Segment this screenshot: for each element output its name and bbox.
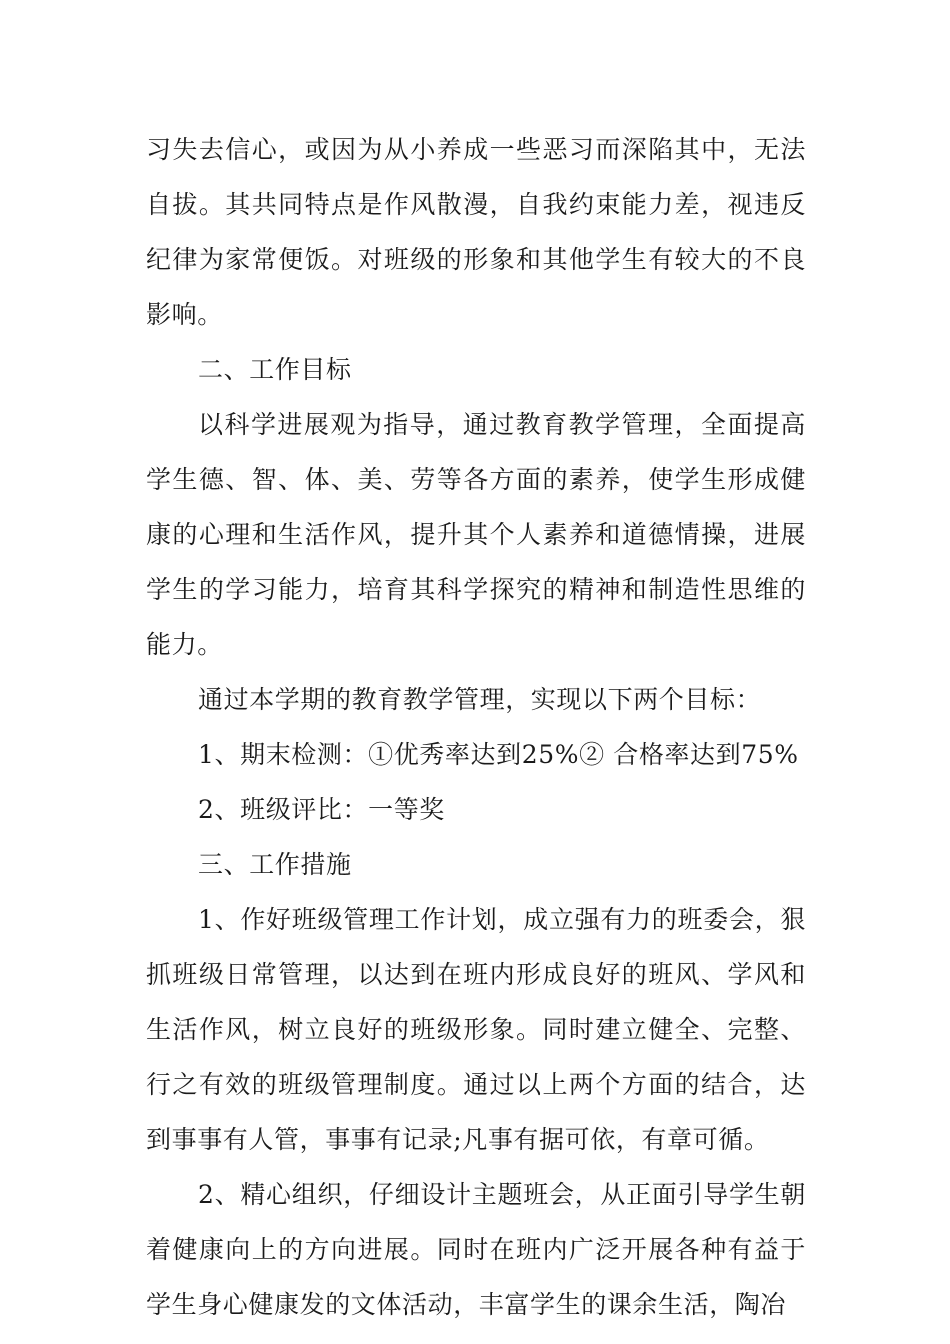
measure-item-2: 2、精心组织，仔细设计主题班会，从正面引导学生朝着健康向上的方向进展。同时在班内广泛开展各种有益于学生身心健康发的文体活动，丰富学生的课余生活，陶冶: [146, 1180, 806, 1319]
document-body: [146, 122, 806, 1332]
target-item-2: 2、班级评比：一等奖: [198, 795, 445, 824]
target-item-1: 1、期末检测：①优秀率达到25%② 合格率达到75%: [198, 740, 799, 769]
measure-item-1: 1、作好班级管理工作计划，成立强有力的班委会，狠抓班级日常管理，以达到在班内形成良好的班风、学风和生活作风，树立良好的班级形象。同时建立健全、完整、行之有效的班级管理制度。通过以上两个方面的结合，达到事事有人管，事事有记录;凡事有据可依，有章可循。: [146, 905, 806, 1154]
paragraph-goals: 以科学进展观为指导，通过教育教学管理，全面提高学生德、智、体、美、劳等各方面的素养，使学生形成健康的心理和生活作风，提升其个人素养和道德情操，进展学生的学习能力，培育其科学探究的精神和制造性思维的能力。: [146, 410, 806, 659]
paragraph-targets-intro: 通过本学期的教育教学管理，实现以下两个目标：: [198, 685, 762, 714]
section-heading-measures: 三、工作措施: [198, 850, 352, 879]
paragraph-continued: 习失去信心，或因为从小养成一些恶习而深陷其中，无法自拔。其共同特点是作风散漫，自我约束能力差，视违反纪律为家常便饭。对班级的形象和其他学生有较大的不良影响。: [146, 135, 806, 329]
section-heading-goals: 二、工作目标: [198, 355, 352, 384]
